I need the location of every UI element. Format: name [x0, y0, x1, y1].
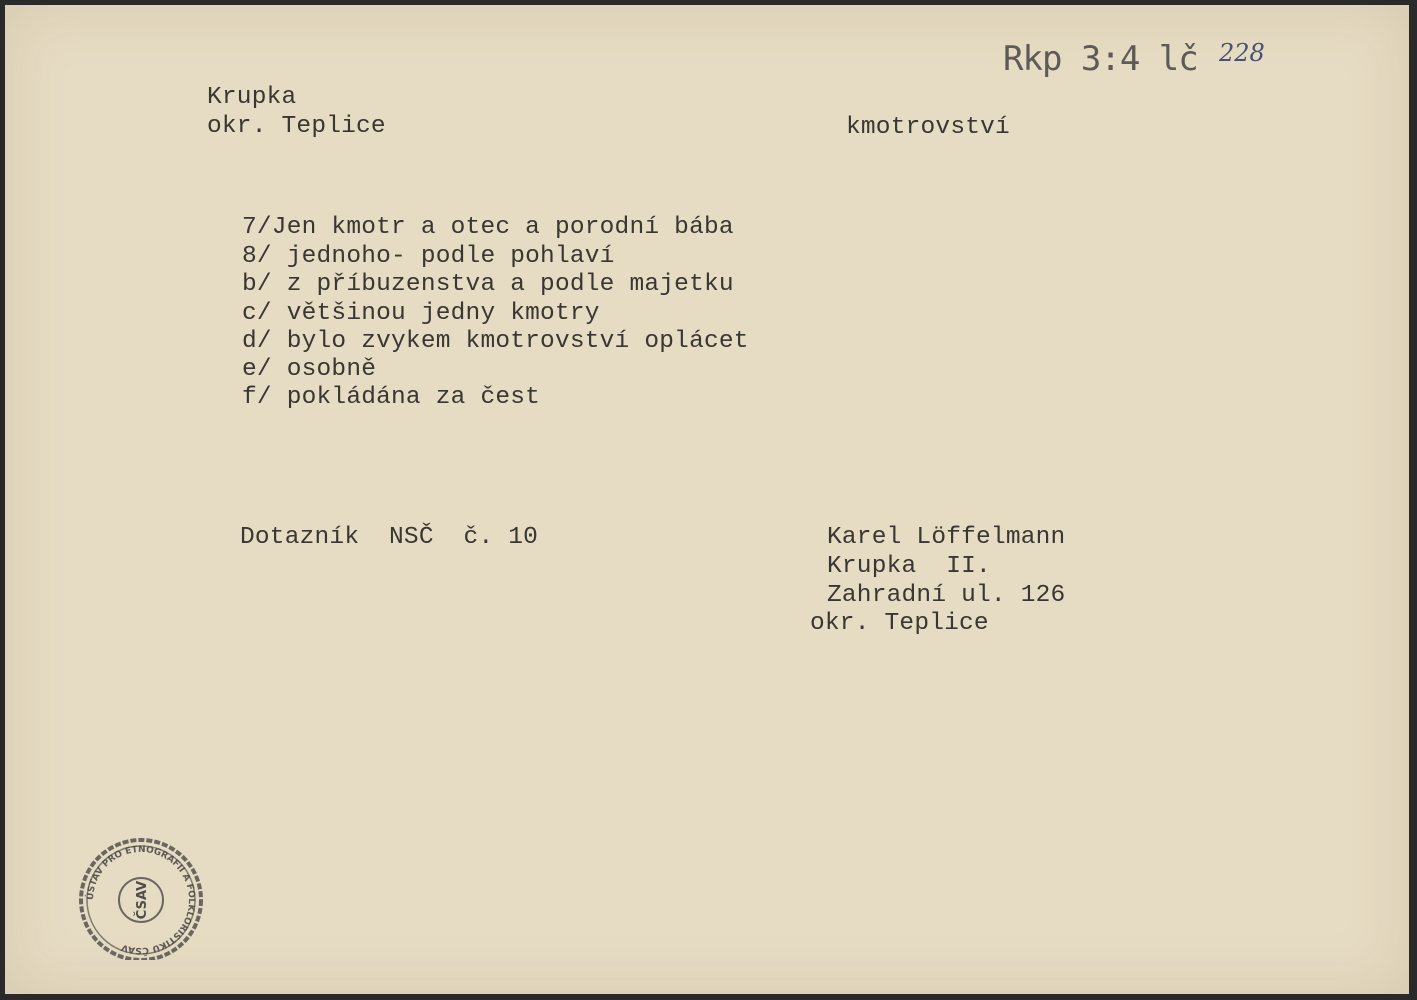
district-name: okr. Teplice [207, 113, 386, 140]
seal-center-text: ČSAV [135, 880, 150, 920]
answer-line: b/ z příbuzenstva a podle majetku [242, 271, 734, 298]
handwritten-number: 228 [1219, 39, 1265, 67]
topic-heading: kmotrovství [846, 114, 1010, 141]
answer-line: f/ pokládána za čest [242, 384, 541, 411]
place-name: Krupka [207, 84, 297, 111]
informant-name: Karel Löffelmann [827, 524, 1066, 551]
answer-line: 8/ jednoho- podle pohlaví [242, 243, 615, 270]
seal-ring-text: ÚSTAV PRO ETNOGRAFII A FOLKLORISTIKU ČSAV [85, 844, 197, 956]
answer-line: 7/Jen kmotr a otec a porodní bába [242, 214, 734, 241]
informant-street: Zahradní ul. 126 [827, 582, 1066, 609]
answer-line: c/ většinou jedny kmotry [242, 300, 600, 327]
institution-seal [71, 830, 211, 960]
informant-district: okr. Teplice [810, 610, 989, 637]
archive-card [5, 5, 1409, 994]
answer-line: d/ bylo zvykem kmotrovství oplácet [242, 328, 749, 355]
questionnaire-reference: Dotazník NSČ č. 10 [240, 524, 539, 551]
informant-town: Krupka II. [827, 553, 991, 580]
answer-line: e/ osobně [242, 356, 377, 383]
shelfmark-stamp: Rkp 3:4 lč [1003, 39, 1198, 79]
